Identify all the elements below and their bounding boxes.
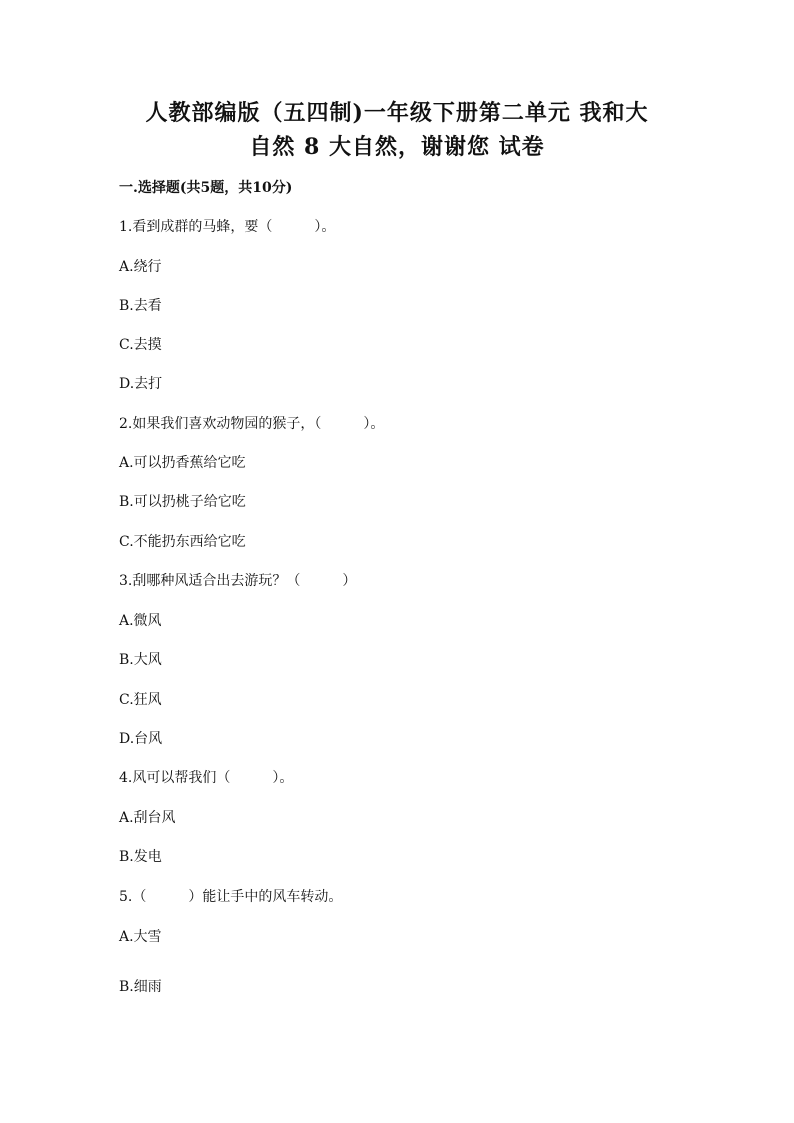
question-3-option-c: C.狂风 (119, 692, 162, 708)
section-header: 一.选择题(共5题，共10分) (119, 180, 293, 196)
question-2-stem: 2.如果我们喜欢动物园的猴子，（ ）。 (119, 416, 385, 432)
question-5-option-a: A.大雪 (119, 929, 162, 945)
question-4-option-b: B.发电 (119, 849, 162, 865)
question-3-option-a: A.微风 (119, 613, 162, 629)
question-5-option-b: B.细雨 (119, 979, 162, 995)
question-1-option-b: B.去看 (119, 298, 162, 314)
question-1-option-a: A.绕行 (119, 259, 162, 275)
question-2-option-a: A.可以扔香蕉给它吃 (119, 455, 246, 471)
question-1-stem: 1.看到成群的马蜂，要（ ）。 (119, 219, 336, 235)
question-1-option-c: C.去摸 (119, 337, 162, 353)
document-title-line-2: 自然 8 大自然，谢谢您 试卷 (249, 134, 545, 160)
question-5-stem: 5.（ ）能让手中的风车转动。 (119, 889, 343, 905)
question-2-option-b: B.可以扔桃子给它吃 (119, 494, 246, 510)
question-1-option-d: D.去打 (119, 376, 163, 392)
document-title-line-1: 人教部编版（五四制)一年级下册第二单元 我和大 (145, 100, 649, 126)
question-3-stem: 3.刮哪种风适合出去游玩？（ ） (119, 573, 357, 589)
question-2-option-c: C.不能扔东西给它吃 (119, 534, 246, 550)
question-3-option-b: B.大风 (119, 652, 162, 668)
question-3-option-d: D.台风 (119, 731, 163, 747)
question-4-option-a: A.刮台风 (119, 810, 176, 826)
question-4-stem: 4.风可以帮我们（ ）。 (119, 770, 294, 786)
